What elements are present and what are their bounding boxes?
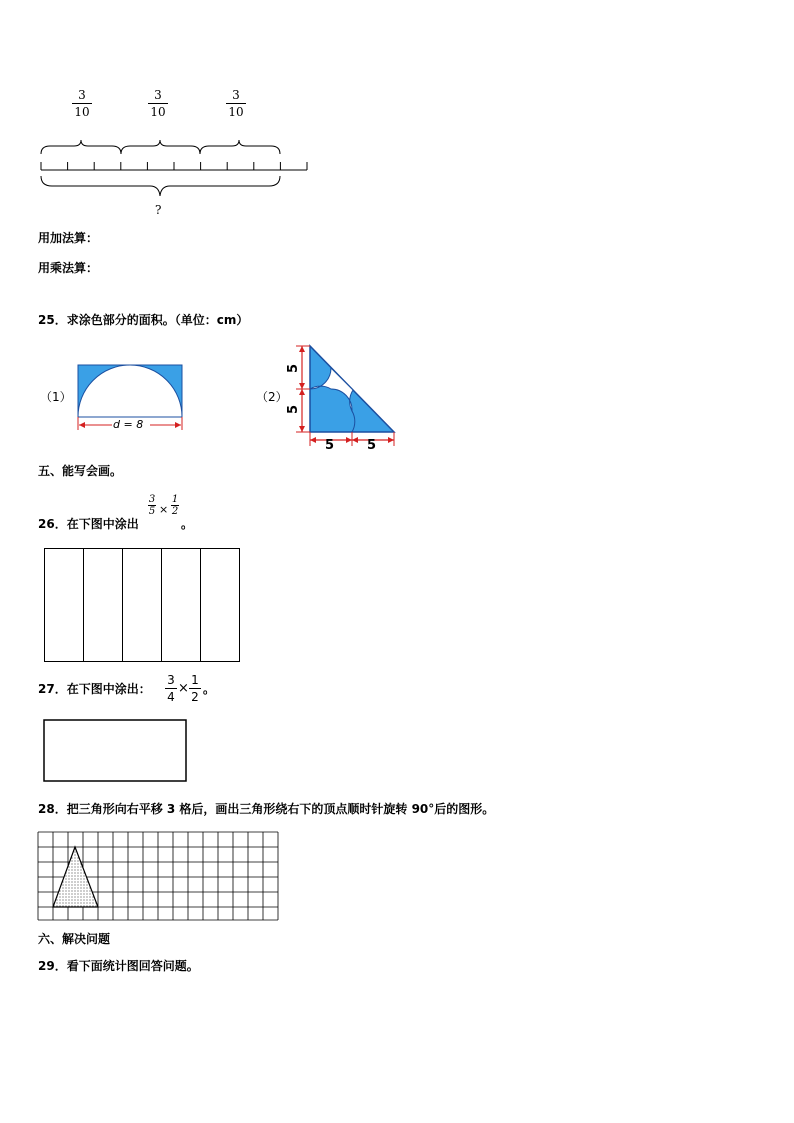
addition-line: 用加法算： xyxy=(38,231,99,245)
q27-frac2-num: 1 xyxy=(191,673,199,687)
q26-frac1-num: 3 xyxy=(148,494,156,505)
fraction-bar xyxy=(189,688,201,689)
h-arrow-1 xyxy=(310,437,316,443)
fraction-bar xyxy=(165,688,177,689)
number-line-diagram xyxy=(0,0,794,220)
q27-frac2-den: 2 xyxy=(191,690,199,704)
fraction-1-numerator: 3 xyxy=(78,88,86,102)
dim-label-h1: 5 xyxy=(325,438,335,453)
fraction-3-numerator: 3 xyxy=(232,88,240,102)
v-arrow-1 xyxy=(299,346,305,352)
v-arrow-4 xyxy=(299,426,305,432)
q27-fraction-1 xyxy=(165,673,177,704)
q27-frac1-num: 3 xyxy=(167,673,175,687)
q27-rectangle xyxy=(43,719,193,784)
diameter-label: d = 8 xyxy=(113,418,144,431)
q27-fraction-2 xyxy=(189,673,201,704)
question-mark: ? xyxy=(155,203,162,217)
q28-title: 28．把三角形向右平移 3 格后，画出三角形绕右下的顶点顺时针旋转 90°后的图形。 xyxy=(38,802,495,816)
q26-times: × xyxy=(159,503,169,516)
section-5-heading: 五、能写会画。 xyxy=(38,464,123,478)
fraction-3-denominator: 10 xyxy=(228,105,244,119)
dim-label-h2: 5 xyxy=(367,438,377,453)
dim-label-v2: 5 xyxy=(286,404,302,415)
q26-frac1-den: 5 xyxy=(148,506,156,517)
top-brace-1 xyxy=(41,140,121,154)
q27-times: × xyxy=(178,681,189,696)
h-arrow-2 xyxy=(346,437,352,443)
top-brace-3 xyxy=(200,140,280,154)
multiplication-line: 用乘法算： xyxy=(38,261,99,275)
q25-part1-label: （1） xyxy=(40,390,72,404)
v-arrow-3 xyxy=(299,389,305,395)
q25-title: 25．求涂色部分的面积。（单位：cm） xyxy=(38,313,249,327)
fraction-1-denominator: 10 xyxy=(74,105,90,119)
q26-frac2-num: 1 xyxy=(171,494,179,505)
q26-fraction-2 xyxy=(171,494,179,517)
number-line-ticks xyxy=(41,162,307,170)
fraction-2-denominator: 10 xyxy=(150,105,166,119)
q25-part2-label: （2） xyxy=(256,390,288,404)
q26-fraction-1 xyxy=(148,494,156,517)
q27-frac1-den: 4 xyxy=(167,690,175,704)
h-arrow-4 xyxy=(388,437,394,443)
q29-title: 29．看下面统计图回答问题。 xyxy=(38,959,199,973)
q27-prefix: 27．在下图中涂出： xyxy=(38,682,151,696)
dimension-arrow-left xyxy=(79,422,85,428)
dimension-arrow-right xyxy=(175,422,181,428)
fraction-2-numerator: 3 xyxy=(154,88,162,102)
q27-suffix: 。 xyxy=(203,682,216,696)
section-6-heading: 六、解决问题 xyxy=(38,932,111,946)
top-brace-2 xyxy=(121,140,200,154)
q25-figure-2 xyxy=(290,340,410,460)
q26-frac2-den: 2 xyxy=(171,506,179,517)
bottom-brace xyxy=(41,176,280,196)
dim-label-v1: 5 xyxy=(286,363,302,374)
q26-prefix: 26．在下图中涂出 xyxy=(38,517,139,531)
q26-suffix: 。 xyxy=(181,517,194,531)
q26-rectangle xyxy=(44,548,244,663)
q28-grid xyxy=(38,830,283,925)
h-arrow-3 xyxy=(352,437,358,443)
v-arrow-2 xyxy=(299,383,305,389)
